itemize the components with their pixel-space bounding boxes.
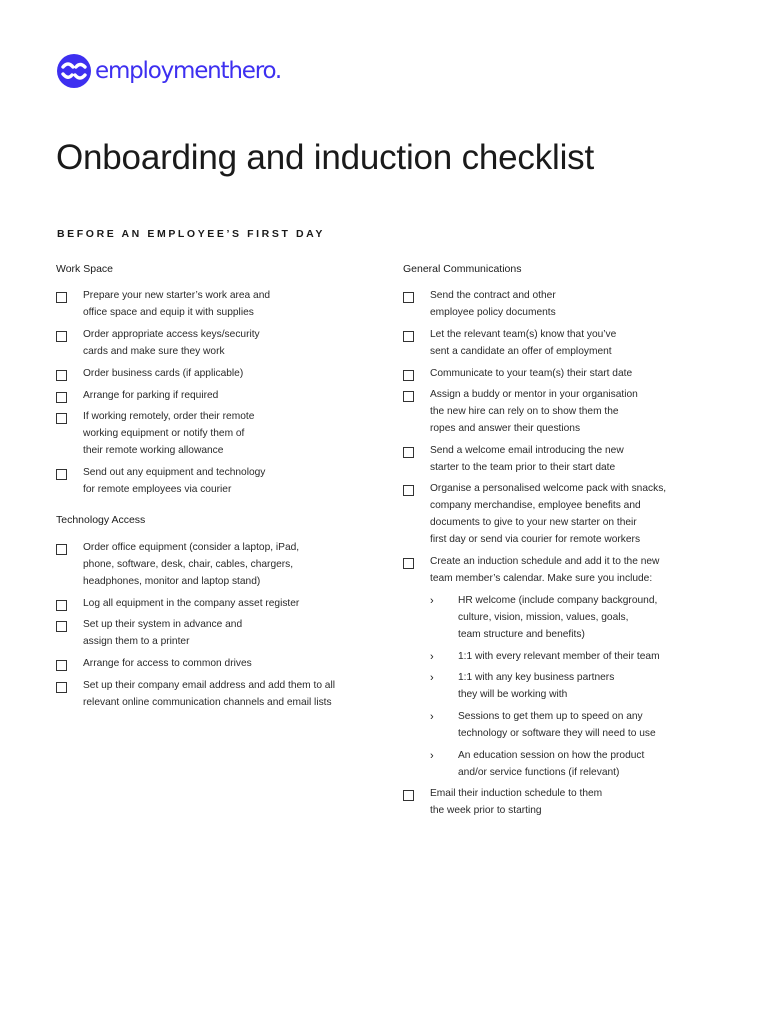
chevron-right-icon: › [430,595,434,607]
checkbox[interactable] [56,370,67,381]
chevron-right-icon: › [430,711,434,723]
checklist-item[interactable]: Order business cards (if applicable) [56,368,243,382]
checklist-item[interactable]: Create an induction schedule and add it to the new team member’s calendar. Make sure you include: [403,556,659,587]
checklist-item[interactable]: Log all equipment in the company asset register [56,598,299,612]
checkbox[interactable] [56,392,67,403]
checkbox[interactable] [403,370,414,381]
technology-title: Technology Access [56,514,146,526]
employment-hero-logo [56,53,281,89]
checklist-item[interactable]: Set up their company email address and add them to all relevant online communication channels and email lists [56,680,335,711]
checkbox[interactable] [56,469,67,480]
chevron-right-icon: › [430,750,434,762]
checkbox[interactable] [403,391,414,402]
checkbox[interactable] [56,600,67,611]
checklist-item[interactable]: Communicate to your team(s) their start date [403,368,632,382]
sub-item: › HR welcome (include company background, culture, vision, mission, values, goals, team structure and benefits) [430,595,658,640]
chevron-right-icon: › [430,651,434,663]
logo-wordmark: employmenthero. [95,58,282,84]
employment-hero-logo-icon [56,53,92,89]
checkbox[interactable] [56,682,67,693]
checklist-item[interactable]: Assign a buddy or mentor in your organisation the new hire can rely on to show them the ropes and answer their questions [403,389,638,437]
checkbox[interactable] [403,447,414,458]
checklist-item[interactable]: Organise a personalised welcome pack with snacks, company merchandise, employee benefits and documents to give to your new starter on their first day or send via courier for remote workers [403,483,666,548]
checklist-item[interactable]: Arrange for access to common drives [56,658,252,672]
checkbox[interactable] [56,544,67,555]
checklist-item[interactable]: If working remotely, order their remote working equipment or notify them of their remote working allowance [56,411,254,459]
checkbox[interactable] [403,292,414,303]
checkbox[interactable] [56,292,67,303]
checklist-item[interactable]: Let the relevant team(s) know that you’ve sent a candidate an offer of employment [403,329,616,360]
section-heading: BEFORE AN EMPLOYEE’S FIRST DAY [57,228,325,240]
checklist-item[interactable]: Set up their system in advance and assign them to a printer [56,619,242,650]
page-title: Onboarding and induction checklist [56,138,594,177]
checkbox[interactable] [403,485,414,496]
checklist-item[interactable]: Email their induction schedule to them the week prior to starting [403,788,602,819]
checklist-item[interactable]: Order appropriate access keys/security cards and make sure they work [56,329,260,360]
checklist-item[interactable]: Prepare your new starter’s work area and office space and equip it with supplies [56,290,270,321]
sub-item: › 1:1 with every relevant member of their team [430,651,660,663]
checklist-item[interactable]: Send the contract and other employee policy documents [403,290,556,321]
chevron-right-icon: › [430,672,434,684]
checkbox[interactable] [56,331,67,342]
checklist-item[interactable]: Arrange for parking if required [56,390,218,404]
checkbox[interactable] [403,331,414,342]
sub-item: › An education session on how the product and/or service functions (if relevant) [430,750,645,778]
checkbox[interactable] [56,621,67,632]
checkbox[interactable] [56,660,67,671]
checkbox[interactable] [403,558,414,569]
workspace-title: Work Space [56,263,113,275]
communications-title: General Communications [403,263,522,275]
sub-item: › 1:1 with any key business partners they will be working with [430,672,615,700]
sub-item: › Sessions to get them up to speed on any technology or software they will need to use [430,711,656,739]
checkbox[interactable] [403,790,414,801]
checkbox[interactable] [56,413,67,424]
checklist-item[interactable]: Send out any equipment and technology for remote employees via courier [56,467,265,498]
checklist-item[interactable]: Send a welcome email introducing the new starter to the team prior to their start date [403,445,624,476]
checklist-item[interactable]: Order office equipment (consider a laptop, iPad, phone, software, desk, chair, cables, chargers, headphones, monitor and laptop stand) [56,542,299,590]
